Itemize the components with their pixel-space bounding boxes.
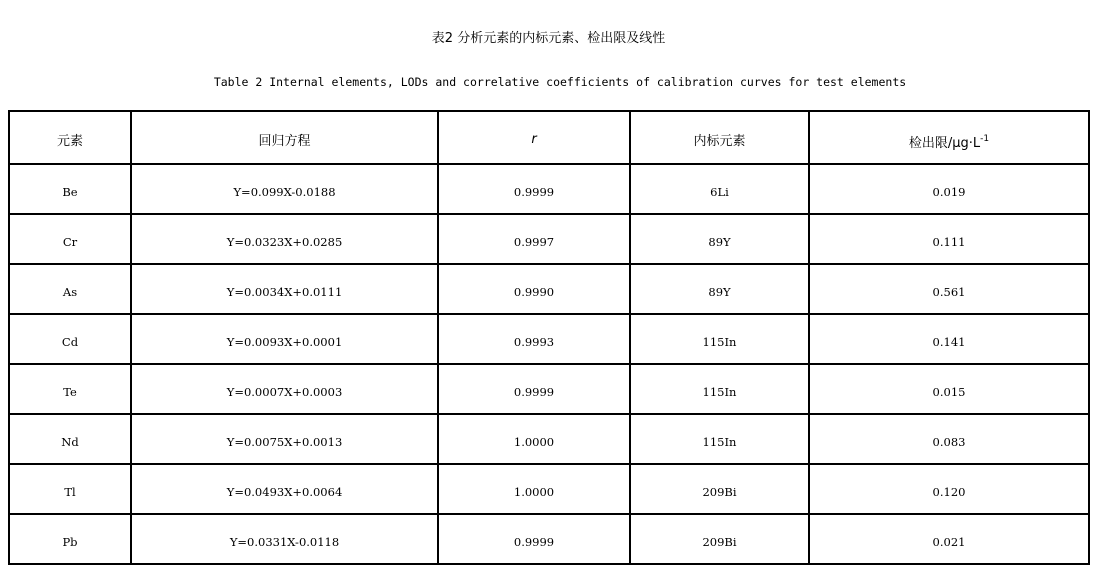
cell-r: 1.0000 <box>438 464 630 514</box>
table-row <box>9 414 1089 464</box>
cell-equation: Y=0.0331X-0.0118 <box>131 514 438 564</box>
cell-internal-standard: 209Bi <box>630 514 809 564</box>
header-equation: 回归方程 <box>131 111 438 164</box>
cell-element: Cd <box>9 314 131 364</box>
cell-equation: Y=0.0093X+0.0001 <box>131 314 438 364</box>
cell-internal-standard: 115In <box>630 364 809 414</box>
cell-internal-standard: 6Li <box>630 164 809 214</box>
cell-lod: 0.019 <box>809 164 1089 214</box>
cell-r: 1.0000 <box>438 414 630 464</box>
cell-lod: 0.015 <box>809 364 1089 414</box>
cell-lod: 0.561 <box>809 264 1089 314</box>
header-lod-label: 检出限/μg·L <box>908 136 981 151</box>
cell-r: 0.9990 <box>438 264 630 314</box>
cell-internal-standard: 89Y <box>630 264 809 314</box>
table-title-chinese: 表2 分析元素的内标元素、检出限及线性 <box>431 31 666 46</box>
cell-internal-standard: 115In <box>630 314 809 364</box>
cell-equation: Y=0.0007X+0.0003 <box>131 364 438 414</box>
cell-r: 0.9999 <box>438 514 630 564</box>
cell-internal-standard: 209Bi <box>630 464 809 514</box>
cell-element: Be <box>9 164 131 214</box>
cell-element: As <box>9 264 131 314</box>
table-row <box>9 364 1089 414</box>
cell-r: 0.9997 <box>438 214 630 264</box>
table-row <box>9 214 1089 264</box>
cell-element: Nd <box>9 414 131 464</box>
table-row <box>9 264 1089 314</box>
cell-lod: 0.141 <box>809 314 1089 364</box>
cell-r: 0.9999 <box>438 164 630 214</box>
cell-lod: 0.111 <box>809 214 1089 264</box>
cell-lod: 0.120 <box>809 464 1089 514</box>
header-internal-standard: 内标元素 <box>630 111 809 164</box>
cell-internal-standard: 115In <box>630 414 809 464</box>
cell-equation: Y=0.0323X+0.0285 <box>131 214 438 264</box>
cell-element: Pb <box>9 514 131 564</box>
cell-element: Tl <box>9 464 131 514</box>
table-row <box>9 514 1089 564</box>
cell-r: 0.9999 <box>438 364 630 414</box>
cell-r: 0.9993 <box>438 314 630 364</box>
table-row <box>9 464 1089 514</box>
header-r: r <box>438 111 630 164</box>
cell-equation: Y=0.0075X+0.0013 <box>131 414 438 464</box>
cell-equation: Y=0.099X-0.0188 <box>131 164 438 214</box>
header-element: 元素 <box>9 111 131 164</box>
calibration-table <box>8 110 1090 565</box>
table-title-english: Table 2 Internal elements, LODs and correlative coefficients of calibration curves for test elements <box>213 75 907 89</box>
table-row <box>9 164 1089 214</box>
table-body <box>9 164 1089 564</box>
table-row <box>9 314 1089 364</box>
cell-lod: 0.083 <box>809 414 1089 464</box>
table-header-row <box>9 111 1089 164</box>
cell-equation: Y=0.0034X+0.0111 <box>131 264 438 314</box>
cell-element: Cr <box>9 214 131 264</box>
cell-equation: Y=0.0493X+0.0064 <box>131 464 438 514</box>
cell-element: Te <box>9 364 131 414</box>
header-lod <box>809 111 1089 164</box>
cell-lod: 0.021 <box>809 514 1089 564</box>
header-lod-exponent: -1 <box>980 134 990 144</box>
cell-internal-standard: 89Y <box>630 214 809 264</box>
